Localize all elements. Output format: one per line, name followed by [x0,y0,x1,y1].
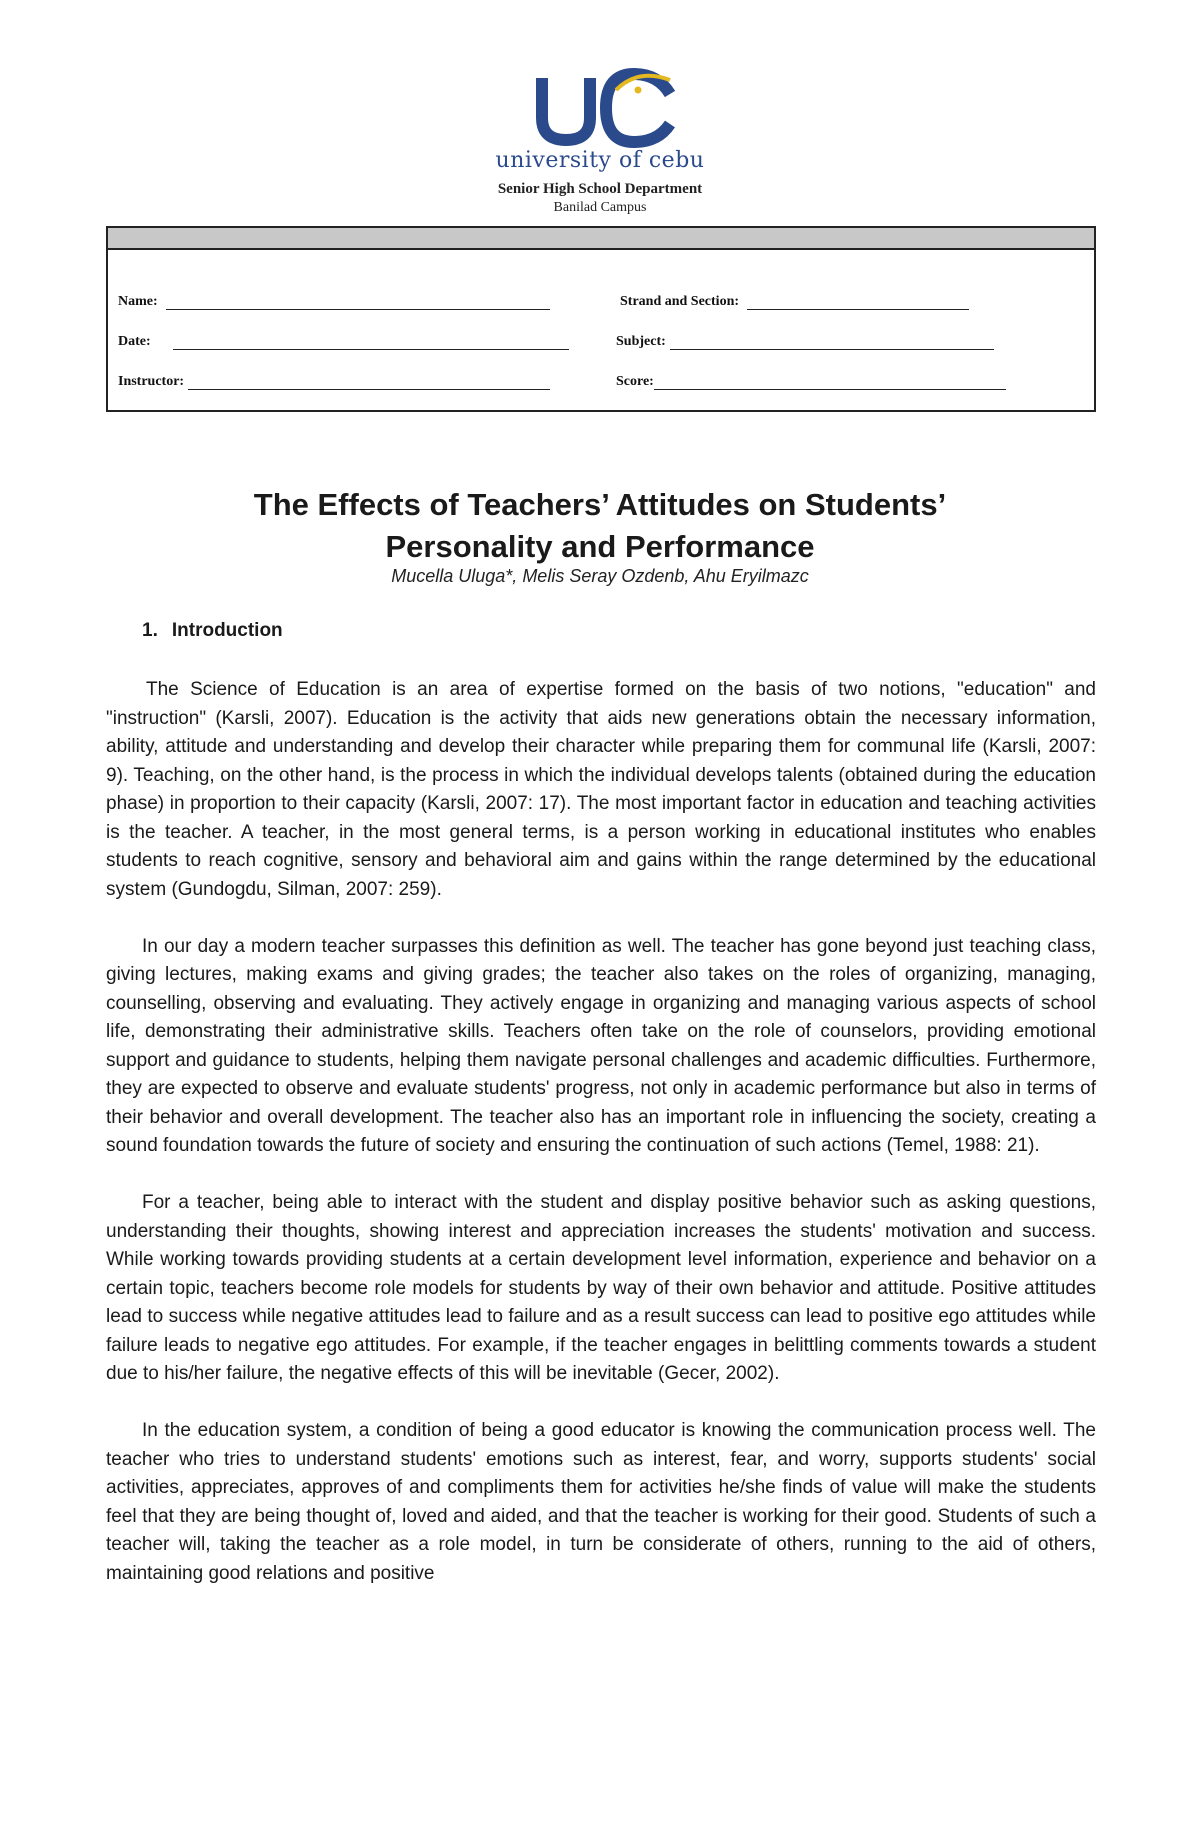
student-info-box [106,226,1096,412]
section-number: 1. [142,620,158,641]
subject-field[interactable] [616,334,994,350]
section-heading [142,620,283,642]
article-title-line-1: The Effects of Teachers’ Attitudes on Students’ [253,487,947,522]
university-logo [520,60,680,150]
school-header [0,60,1200,216]
instructor-field[interactable] [118,374,550,390]
paragraph: The Science of Education is an area of expertise formed on the basis of two notions, "education" and "instruction" (Karsli, 2007). Education is the activity that aids new generations obtain the necessary information, ability, attitude and understanding and develop their character while preparing them for communal life (Karsli, 2007: 9). Teaching, on the other hand, is the process in which the individual develops talents (obtained during the education phase) in proportion to their capacity (Karsli, 2007: 17). The most important factor in education and teaching activities is the teacher. A teacher, in the most general terms, is a person working in educational institutes who enables students to reach cognitive, sensory and behavioral aim and gains within the range determined by the educational system (Gundogdu, Silman, 2007: 259). [106,679,1096,900]
strand-section-label: Strand and Section: [620,294,740,309]
strand-section-line[interactable] [747,295,969,310]
article-body [106,676,1096,1617]
score-label: Score: [616,374,654,389]
instructor-line[interactable] [188,375,550,390]
department-name: Senior High School Department [497,181,703,197]
info-box-header-bar [108,228,1094,250]
paragraph: In our day a modern teacher surpasses this definition as well. The teacher has gone beyond just teaching class, giving lectures, making exams and giving grades; the teacher also takes on the roles of organizing, managing, counselling, observing and evaluating. They actively engage in organizing and managing various aspects of school life, demonstrating their administrative skills. Teachers often take on the role of counselors, providing emotional support and guidance to students, helping them navigate personal challenges and academic difficulties. Furthermore, they are expected to observe and evaluate students' progress, not only in academic performance but also in terms of their behavior and overall development. The teacher also has an important role in influencing the society, creating a sound foundation towards the future of society and ensuring the continuation of such actions (Temel, 1988: 21). [106,935,1096,1156]
article-authors: Mucella Uluga*, Melis Seray Ozdenb, Ahu Eryilmazc [391,566,809,586]
paragraph: In the education system, a condition of being a good educator is knowing the communication process well. The teacher who tries to understand students' emotions such as interest, fear, and worry, supports students' social activities, appreciates, approves of and compliments them for activities he/she finds of value will make the students feel that they are being thought of, loved and aided, and that the teacher is working for their good. Students of such a teacher will, taking the teacher as a role model, in turn be considerate of others, running to the aid of others, maintaining good relations and positive [106,1420,1096,1584]
section-title: Introduction [171,620,283,641]
date-line[interactable] [173,335,569,350]
subject-label: Subject: [616,334,666,349]
campus-name: Banilad Campus [553,200,647,215]
university-name: university of cebu [495,148,705,173]
score-line[interactable] [654,375,1006,390]
subject-line[interactable] [670,335,994,350]
name-field[interactable] [118,294,550,310]
paragraph: For a teacher, being able to interact with the student and display positive behavior such as asking questions, understanding their thoughts, showing interest and appreciation increases the students' motivation and success. While working towards providing students at a certain development level information, experience and behavior on a certain topic, teachers become role models for students by way of their own behavior and attitude. Positive attitudes lead to success while negative attitudes lead to failure and as a result success can lead to positive ego attitudes while failure leads to negative ego attitudes. For example, if the teacher engages in belittling comments towards a student due to his/her failure, the negative effects of this will be inevitable (Gecer, 2002). [106,1192,1096,1384]
instructor-label: Instructor: [118,374,185,389]
name-label: Name: [118,294,158,309]
score-field[interactable] [616,374,1006,390]
name-line[interactable] [166,295,550,310]
article-title [0,484,1200,568]
article-title-line-2: Personality and Performance [385,529,815,564]
date-field[interactable] [118,334,569,350]
date-label: Date: [118,334,151,349]
strand-section-field[interactable] [620,294,969,310]
